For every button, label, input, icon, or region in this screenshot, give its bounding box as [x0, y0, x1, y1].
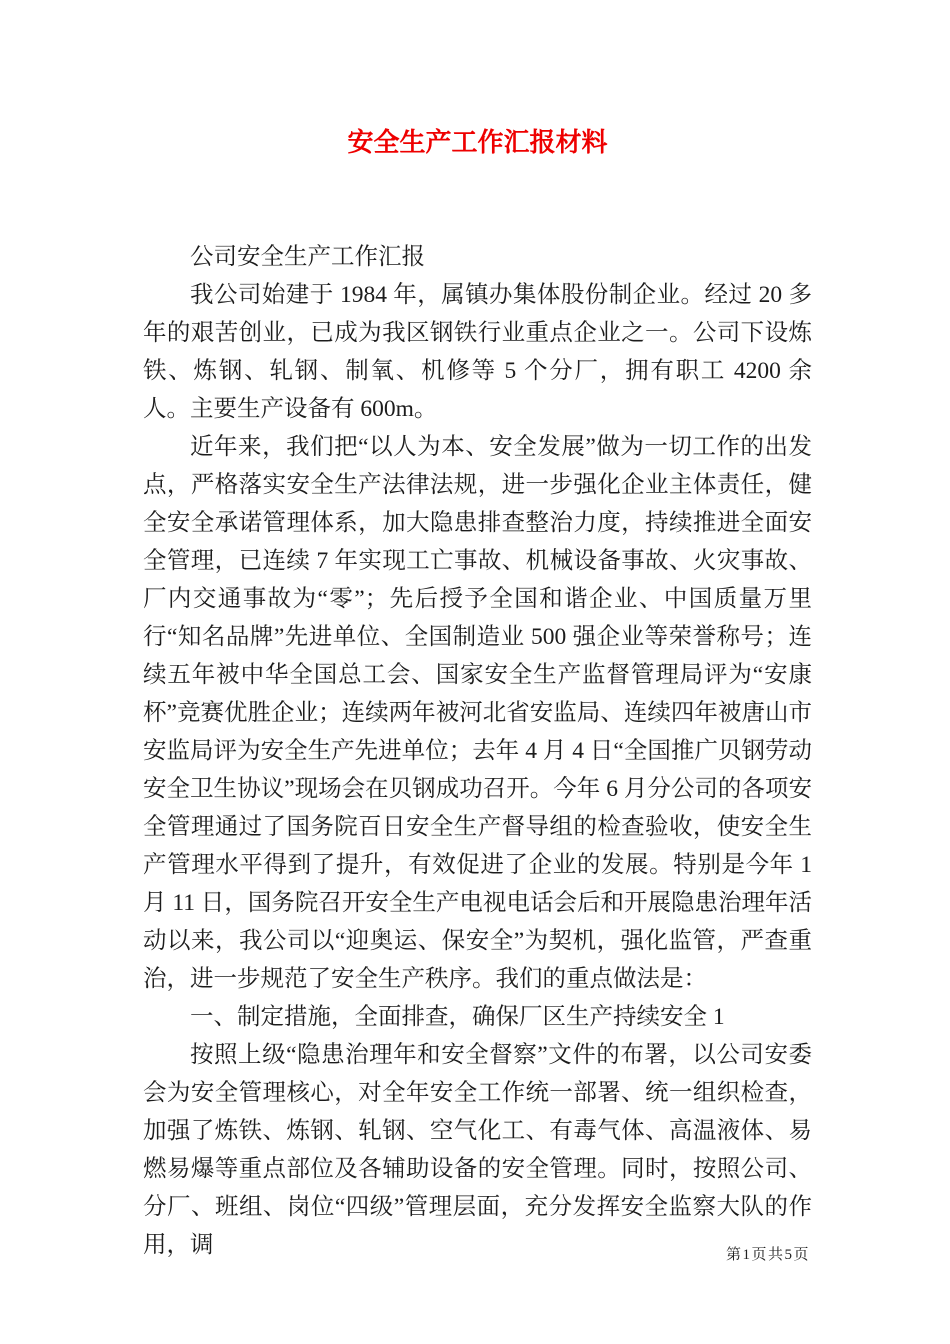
paragraph: 一、制定措施，全面排查，确保厂区生产持续安全 1: [190, 1004, 725, 1030]
page-number-footer: 第1页共5页: [725, 1247, 810, 1263]
document-title: 安全生产工作汇报材料: [347, 128, 608, 157]
document-body: [143, 238, 812, 1264]
paragraph: 公司安全生产工作汇报: [190, 244, 425, 270]
paragraph: 我公司始建于 1984 年，属镇办集体股份制企业。经过 20 多年的艰苦创业，已成为我区钢铁行业重点企业之一。公司下设炼铁、炼钢、轧钢、制氧、机修等 5 个分厂，拥有职工 4200 余人。主要生产设备有 600m。: [143, 282, 812, 422]
paragraph: 近年来，我们把“以人为本、安全发展”做为一切工作的出发点，严格落实安全生产法律法规，进一步强化企业主体责任，健全安全承诺管理体系，加大隐患排查整治力度，持续推进全面安全管理，已连续 7 年实现工亡事故、机械设备事故、火灾事故、厂内交通事故为“零”；先后授予全国和谐企业、中国质量万里行“知名品牌”先进单位、全国制造业 500 强企业等荣誉称号；连续五年被中华全国总工会、国家安全生产监督管理局评为“安康杯”竞赛优胜企业；连续两年被河北省安监局、连续四年被唐山市安监局评为安全生产先进单位；去年 4 月 4 日“全国推广贝钢劳动安全卫生协议”现场会在贝钢成功召开。今年 6 月分公司的各项安全管理通过了国务院百日安全生产督导组的检查验收，使安全生产管理水平得到了提升，有效促进了企业的发展。特别是今年 1 月 11 日，国务院召开安全生产电视电话会后和开展隐患治理年活动以来，我公司以“迎奥运、保安全”为契机，强化监管，严查重治，进一步规范了安全生产秩序。我们的重点做法是：: [143, 434, 812, 992]
paragraph: 按照上级“隐患治理年和安全督察”文件的布署，以公司安委会为安全管理核心，对全年安全工作统一部署、统一组织检查，加强了炼铁、炼钢、轧钢、空气化工、有毒气体、高温液体、易燃易爆等重点部位及各辅助设备的安全管理。同时，按照公司、分厂、班组、岗位“四级”管理层面，充分发挥安全监察大队的作用，调: [143, 1042, 812, 1258]
